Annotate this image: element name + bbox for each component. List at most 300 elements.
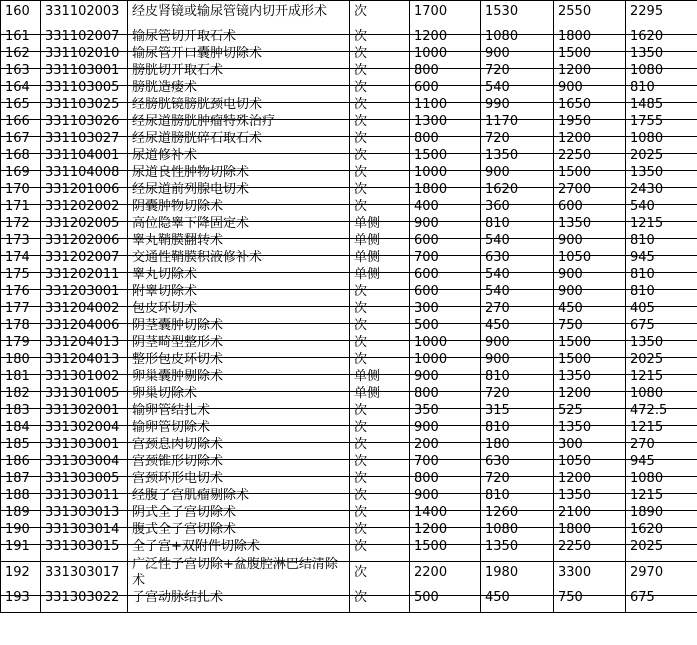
item-name-cell[interactable]: 经膀胱镜膀胱颈电切术	[128, 97, 350, 114]
price-4-cell[interactable]: 540	[626, 199, 697, 216]
row-number-cell[interactable]: 178	[1, 318, 41, 335]
item-name-cell[interactable]: 经腹子宫肌瘤剔除术	[128, 488, 350, 505]
price-1-cell[interactable]: 1700	[410, 0, 481, 29]
price-1-cell[interactable]: 1300	[410, 114, 481, 131]
item-code-cell[interactable]: 331303005	[41, 471, 128, 488]
price-1-cell[interactable]: 1000	[410, 165, 481, 182]
row-number-cell[interactable]: 167	[1, 131, 41, 148]
price-2-cell[interactable]: 720	[481, 63, 554, 80]
item-code-cell[interactable]: 331303001	[41, 437, 128, 454]
row-number-cell[interactable]: 181	[1, 369, 41, 386]
price-2-cell[interactable]: 540	[481, 80, 554, 97]
price-2-cell[interactable]: 1620	[481, 182, 554, 199]
item-name-cell[interactable]: 经尿道膀胱肿瘤特殊治疗	[128, 114, 350, 131]
price-2-cell[interactable]: 1350	[481, 539, 554, 556]
price-1-cell[interactable]: 800	[410, 386, 481, 403]
item-code-cell[interactable]: 331201006	[41, 182, 128, 199]
table-row[interactable]	[1, 539, 697, 556]
item-code-cell[interactable]: 331102003	[41, 0, 128, 29]
row-number-cell[interactable]: 163	[1, 63, 41, 80]
unit-cell[interactable]: 次	[350, 352, 410, 369]
row-number-cell[interactable]: 184	[1, 420, 41, 437]
price-3-cell[interactable]: 750	[554, 590, 626, 607]
price-4-cell[interactable]: 1350	[626, 165, 697, 182]
unit-cell[interactable]: 次	[350, 182, 410, 199]
price-2-cell[interactable]: 450	[481, 318, 554, 335]
price-3-cell[interactable]: 1350	[554, 369, 626, 386]
item-code-cell[interactable]: 331302004	[41, 420, 128, 437]
price-2-cell[interactable]: 450	[481, 590, 554, 607]
price-4-cell[interactable]: 1620	[626, 522, 697, 539]
price-4-cell[interactable]: 675	[626, 590, 697, 607]
price-3-cell[interactable]: 1500	[554, 46, 626, 63]
price-3-cell[interactable]: 1800	[554, 522, 626, 539]
price-4-cell[interactable]: 1080	[626, 386, 697, 403]
price-4-cell[interactable]: 810	[626, 233, 697, 250]
price-4-cell[interactable]: 1215	[626, 216, 697, 233]
price-2-cell[interactable]: 990	[481, 97, 554, 114]
price-4-cell[interactable]: 2295	[626, 0, 697, 29]
unit-cell[interactable]: 次	[350, 165, 410, 182]
row-number-cell[interactable]: 173	[1, 233, 41, 250]
item-code-cell[interactable]: 331202007	[41, 250, 128, 267]
table-row[interactable]	[1, 63, 697, 80]
price-4-cell[interactable]: 1080	[626, 471, 697, 488]
price-1-cell[interactable]: 700	[410, 250, 481, 267]
item-code-cell[interactable]: 331301005	[41, 386, 128, 403]
table-row[interactable]	[1, 250, 697, 267]
table-row[interactable]	[1, 199, 697, 216]
price-2-cell[interactable]: 1530	[481, 0, 554, 29]
price-1-cell[interactable]: 600	[410, 233, 481, 250]
price-4-cell[interactable]: 1215	[626, 420, 697, 437]
table-row[interactable]	[1, 590, 697, 607]
row-number-cell[interactable]: 161	[1, 29, 41, 46]
item-name-cell[interactable]: 高位隐睾下降固定术	[128, 216, 350, 233]
row-number-cell[interactable]: 179	[1, 335, 41, 352]
price-4-cell[interactable]: 405	[626, 301, 697, 318]
price-3-cell[interactable]: 1350	[554, 488, 626, 505]
price-2-cell[interactable]: 630	[481, 454, 554, 471]
table-row[interactable]	[1, 29, 697, 46]
price-2-cell[interactable]: 360	[481, 199, 554, 216]
item-name-cell[interactable]: 膀胱造瘘术	[128, 80, 350, 97]
unit-cell[interactable]: 次	[350, 522, 410, 539]
item-code-cell[interactable]: 331103026	[41, 114, 128, 131]
item-name-cell[interactable]: 尿道修补术	[128, 148, 350, 165]
price-3-cell[interactable]: 900	[554, 80, 626, 97]
price-1-cell[interactable]: 1100	[410, 97, 481, 114]
row-number-cell[interactable]: 172	[1, 216, 41, 233]
item-name-cell[interactable]: 输卵管切除术	[128, 420, 350, 437]
table-row[interactable]	[1, 505, 697, 522]
unit-cell[interactable]: 次	[350, 539, 410, 556]
price-3-cell[interactable]: 900	[554, 233, 626, 250]
unit-cell[interactable]: 单侧	[350, 216, 410, 233]
table-row[interactable]	[1, 454, 697, 471]
price-3-cell[interactable]: 1350	[554, 216, 626, 233]
price-1-cell[interactable]: 500	[410, 318, 481, 335]
price-3-cell[interactable]: 1500	[554, 352, 626, 369]
price-2-cell[interactable]: 900	[481, 46, 554, 63]
table-row[interactable]	[1, 301, 697, 318]
price-4-cell[interactable]: 2970	[626, 556, 697, 590]
price-4-cell[interactable]: 2025	[626, 352, 697, 369]
price-3-cell[interactable]: 300	[554, 437, 626, 454]
row-number-cell[interactable]: 168	[1, 148, 41, 165]
price-1-cell[interactable]: 600	[410, 284, 481, 301]
price-4-cell[interactable]: 945	[626, 454, 697, 471]
price-1-cell[interactable]: 1000	[410, 335, 481, 352]
price-2-cell[interactable]: 1260	[481, 505, 554, 522]
price-2-cell[interactable]: 180	[481, 437, 554, 454]
price-3-cell[interactable]: 1200	[554, 63, 626, 80]
table-row[interactable]	[1, 46, 697, 63]
price-3-cell[interactable]: 1500	[554, 165, 626, 182]
unit-cell[interactable]: 次	[350, 80, 410, 97]
price-3-cell[interactable]: 2550	[554, 0, 626, 29]
price-4-cell[interactable]: 2430	[626, 182, 697, 199]
row-number-cell[interactable]: 162	[1, 46, 41, 63]
row-number-cell[interactable]: 185	[1, 437, 41, 454]
price-4-cell[interactable]: 810	[626, 284, 697, 301]
price-2-cell[interactable]: 1350	[481, 148, 554, 165]
item-code-cell[interactable]: 331104008	[41, 165, 128, 182]
unit-cell[interactable]: 次	[350, 63, 410, 80]
item-name-cell[interactable]: 广泛性子宫切除+盆腹腔淋巴结清除术	[128, 556, 350, 590]
item-code-cell[interactable]: 331102007	[41, 29, 128, 46]
item-name-cell[interactable]: 阴囊肿物切除术	[128, 199, 350, 216]
row-number-cell[interactable]: 160	[1, 0, 41, 29]
price-4-cell[interactable]: 472.5	[626, 403, 697, 420]
table-row[interactable]	[1, 522, 697, 539]
item-code-cell[interactable]: 331202006	[41, 233, 128, 250]
table-row[interactable]	[1, 97, 697, 114]
item-code-cell[interactable]: 331203001	[41, 284, 128, 301]
unit-cell[interactable]: 次	[350, 420, 410, 437]
item-name-cell[interactable]: 宫颈锥形切除术	[128, 454, 350, 471]
price-1-cell[interactable]: 800	[410, 471, 481, 488]
item-name-cell[interactable]: 阴茎囊肿切除术	[128, 318, 350, 335]
price-3-cell[interactable]: 900	[554, 267, 626, 284]
unit-cell[interactable]: 单侧	[350, 233, 410, 250]
unit-cell[interactable]: 次	[350, 114, 410, 131]
price-1-cell[interactable]: 2200	[410, 556, 481, 590]
price-3-cell[interactable]: 2250	[554, 539, 626, 556]
price-2-cell[interactable]: 270	[481, 301, 554, 318]
price-3-cell[interactable]: 525	[554, 403, 626, 420]
table-row[interactable]	[1, 369, 697, 386]
price-2-cell[interactable]: 900	[481, 165, 554, 182]
item-name-cell[interactable]: 经尿道前列腺电切术	[128, 182, 350, 199]
table-row[interactable]	[1, 233, 697, 250]
price-4-cell[interactable]: 2025	[626, 148, 697, 165]
item-code-cell[interactable]: 331303022	[41, 590, 128, 607]
table-row[interactable]	[1, 352, 697, 369]
price-1-cell[interactable]: 1500	[410, 539, 481, 556]
item-name-cell[interactable]: 输尿管切开取石术	[128, 29, 350, 46]
table-row[interactable]	[1, 284, 697, 301]
price-4-cell[interactable]: 675	[626, 318, 697, 335]
row-number-cell[interactable]: 191	[1, 539, 41, 556]
table-row[interactable]	[1, 267, 697, 284]
price-4-cell[interactable]: 1350	[626, 335, 697, 352]
unit-cell[interactable]: 单侧	[350, 386, 410, 403]
price-1-cell[interactable]: 800	[410, 131, 481, 148]
price-1-cell[interactable]: 900	[410, 369, 481, 386]
row-number-cell[interactable]: 171	[1, 199, 41, 216]
price-4-cell[interactable]: 2025	[626, 539, 697, 556]
price-4-cell[interactable]: 1080	[626, 131, 697, 148]
unit-cell[interactable]: 次	[350, 318, 410, 335]
price-4-cell[interactable]: 810	[626, 80, 697, 97]
price-2-cell[interactable]: 810	[481, 216, 554, 233]
price-3-cell[interactable]: 600	[554, 199, 626, 216]
table-row[interactable]	[1, 131, 697, 148]
price-1-cell[interactable]: 1400	[410, 505, 481, 522]
price-1-cell[interactable]: 800	[410, 63, 481, 80]
price-3-cell[interactable]: 1200	[554, 386, 626, 403]
price-2-cell[interactable]: 810	[481, 420, 554, 437]
item-name-cell[interactable]: 卵巢切除术	[128, 386, 350, 403]
price-1-cell[interactable]: 1800	[410, 182, 481, 199]
row-number-cell[interactable]: 169	[1, 165, 41, 182]
price-3-cell[interactable]: 1200	[554, 471, 626, 488]
table-row[interactable]	[1, 80, 697, 97]
price-1-cell[interactable]: 1000	[410, 352, 481, 369]
row-number-cell[interactable]: 190	[1, 522, 41, 539]
price-1-cell[interactable]: 300	[410, 301, 481, 318]
price-2-cell[interactable]: 900	[481, 352, 554, 369]
price-3-cell[interactable]: 1050	[554, 250, 626, 267]
item-code-cell[interactable]: 331104001	[41, 148, 128, 165]
price-3-cell[interactable]: 900	[554, 284, 626, 301]
price-1-cell[interactable]: 1500	[410, 148, 481, 165]
unit-cell[interactable]: 次	[350, 505, 410, 522]
unit-cell[interactable]: 次	[350, 556, 410, 590]
item-name-cell[interactable]: 交通性鞘膜积液修补术	[128, 250, 350, 267]
price-3-cell[interactable]: 1050	[554, 454, 626, 471]
unit-cell[interactable]: 次	[350, 437, 410, 454]
price-4-cell[interactable]: 1755	[626, 114, 697, 131]
unit-cell[interactable]: 次	[350, 131, 410, 148]
price-1-cell[interactable]: 1200	[410, 29, 481, 46]
table-row[interactable]	[1, 403, 697, 420]
row-number-cell[interactable]: 175	[1, 267, 41, 284]
unit-cell[interactable]: 次	[350, 403, 410, 420]
unit-cell[interactable]: 次	[350, 97, 410, 114]
table-row[interactable]	[1, 437, 697, 454]
row-number-cell[interactable]: 183	[1, 403, 41, 420]
item-name-cell[interactable]: 经皮肾镜或输尿管镜内切开成形术	[128, 0, 350, 29]
item-name-cell[interactable]: 阴式全子宫切除术	[128, 505, 350, 522]
row-number-cell[interactable]: 174	[1, 250, 41, 267]
item-code-cell[interactable]: 331303015	[41, 539, 128, 556]
row-number-cell[interactable]: 188	[1, 488, 41, 505]
table-row[interactable]	[1, 386, 697, 403]
price-4-cell[interactable]: 945	[626, 250, 697, 267]
item-code-cell[interactable]: 331204013	[41, 335, 128, 352]
price-1-cell[interactable]: 900	[410, 420, 481, 437]
unit-cell[interactable]: 次	[350, 148, 410, 165]
row-number-cell[interactable]: 192	[1, 556, 41, 590]
unit-cell[interactable]: 次	[350, 0, 410, 29]
row-number-cell[interactable]: 187	[1, 471, 41, 488]
item-name-cell[interactable]: 阴茎畸型整形术	[128, 335, 350, 352]
item-name-cell[interactable]: 睾丸鞘膜翻转术	[128, 233, 350, 250]
item-name-cell[interactable]: 睾丸切除术	[128, 267, 350, 284]
table-row[interactable]	[1, 114, 697, 131]
row-number-cell[interactable]: 166	[1, 114, 41, 131]
price-4-cell[interactable]: 270	[626, 437, 697, 454]
item-name-cell[interactable]: 全子宫+双附件切除术	[128, 539, 350, 556]
price-3-cell[interactable]: 2100	[554, 505, 626, 522]
table-row[interactable]	[1, 182, 697, 199]
price-3-cell[interactable]: 1800	[554, 29, 626, 46]
item-name-cell[interactable]: 输尿管开口囊肿切除术	[128, 46, 350, 63]
unit-cell[interactable]: 次	[350, 488, 410, 505]
item-name-cell[interactable]: 宫颈环形电切术	[128, 471, 350, 488]
item-name-cell[interactable]: 膀胱切开取石术	[128, 63, 350, 80]
price-2-cell[interactable]: 1080	[481, 29, 554, 46]
item-name-cell[interactable]: 包皮环切术	[128, 301, 350, 318]
unit-cell[interactable]: 次	[350, 284, 410, 301]
item-code-cell[interactable]: 331302001	[41, 403, 128, 420]
item-name-cell[interactable]: 经尿道膀胱碎石取石术	[128, 131, 350, 148]
row-number-cell[interactable]: 193	[1, 590, 41, 607]
price-1-cell[interactable]: 900	[410, 488, 481, 505]
price-3-cell[interactable]: 450	[554, 301, 626, 318]
price-2-cell[interactable]: 720	[481, 131, 554, 148]
table-row[interactable]	[1, 488, 697, 505]
price-1-cell[interactable]: 900	[410, 216, 481, 233]
price-3-cell[interactable]: 1500	[554, 335, 626, 352]
price-4-cell[interactable]: 1485	[626, 97, 697, 114]
price-2-cell[interactable]: 540	[481, 233, 554, 250]
unit-cell[interactable]: 次	[350, 301, 410, 318]
item-code-cell[interactable]: 331303011	[41, 488, 128, 505]
item-code-cell[interactable]: 331204002	[41, 301, 128, 318]
row-number-cell[interactable]: 186	[1, 454, 41, 471]
item-code-cell[interactable]: 331103027	[41, 131, 128, 148]
price-1-cell[interactable]: 1200	[410, 522, 481, 539]
price-2-cell[interactable]: 720	[481, 471, 554, 488]
price-2-cell[interactable]: 1980	[481, 556, 554, 590]
price-3-cell[interactable]: 3300	[554, 556, 626, 590]
table-row[interactable]	[1, 556, 697, 590]
item-code-cell[interactable]: 331204013	[41, 352, 128, 369]
item-name-cell[interactable]: 尿道良性肿物切除术	[128, 165, 350, 182]
price-2-cell[interactable]: 810	[481, 369, 554, 386]
item-code-cell[interactable]: 331202005	[41, 216, 128, 233]
item-code-cell[interactable]: 331204006	[41, 318, 128, 335]
price-4-cell[interactable]: 1215	[626, 488, 697, 505]
table-row[interactable]	[1, 471, 697, 488]
table-row[interactable]	[1, 0, 697, 29]
price-2-cell[interactable]: 900	[481, 335, 554, 352]
row-number-cell[interactable]: 176	[1, 284, 41, 301]
price-2-cell[interactable]: 315	[481, 403, 554, 420]
row-number-cell[interactable]: 182	[1, 386, 41, 403]
table-row[interactable]	[1, 216, 697, 233]
price-3-cell[interactable]: 1200	[554, 131, 626, 148]
table-row[interactable]	[1, 165, 697, 182]
price-1-cell[interactable]: 600	[410, 80, 481, 97]
item-code-cell[interactable]: 331303017	[41, 556, 128, 590]
item-name-cell[interactable]: 腹式全子宫切除术	[128, 522, 350, 539]
price-2-cell[interactable]: 540	[481, 284, 554, 301]
row-number-cell[interactable]: 189	[1, 505, 41, 522]
price-3-cell[interactable]: 2250	[554, 148, 626, 165]
item-code-cell[interactable]: 331202002	[41, 199, 128, 216]
item-code-cell[interactable]: 331202011	[41, 267, 128, 284]
item-code-cell[interactable]: 331102010	[41, 46, 128, 63]
price-2-cell[interactable]: 720	[481, 386, 554, 403]
item-code-cell[interactable]: 331303004	[41, 454, 128, 471]
price-4-cell[interactable]: 1080	[626, 63, 697, 80]
price-1-cell[interactable]: 200	[410, 437, 481, 454]
unit-cell[interactable]: 次	[350, 199, 410, 216]
unit-cell[interactable]: 次	[350, 454, 410, 471]
row-number-cell[interactable]: 180	[1, 352, 41, 369]
row-number-cell[interactable]: 165	[1, 97, 41, 114]
price-4-cell[interactable]: 1620	[626, 29, 697, 46]
unit-cell[interactable]: 次	[350, 29, 410, 46]
price-3-cell[interactable]: 2700	[554, 182, 626, 199]
unit-cell[interactable]: 次	[350, 590, 410, 607]
row-number-cell[interactable]: 164	[1, 80, 41, 97]
unit-cell[interactable]: 次	[350, 471, 410, 488]
unit-cell[interactable]: 单侧	[350, 250, 410, 267]
table-row[interactable]	[1, 420, 697, 437]
price-3-cell[interactable]: 1350	[554, 420, 626, 437]
price-2-cell[interactable]: 540	[481, 267, 554, 284]
unit-cell[interactable]: 单侧	[350, 267, 410, 284]
table-row[interactable]	[1, 335, 697, 352]
price-1-cell[interactable]: 350	[410, 403, 481, 420]
table-row[interactable]	[1, 148, 697, 165]
item-name-cell[interactable]: 整形包皮环切术	[128, 352, 350, 369]
item-name-cell[interactable]: 子宫动脉结扎术	[128, 590, 350, 607]
price-3-cell[interactable]: 1950	[554, 114, 626, 131]
price-2-cell[interactable]: 1080	[481, 522, 554, 539]
unit-cell[interactable]: 次	[350, 46, 410, 63]
item-name-cell[interactable]: 附睾切除术	[128, 284, 350, 301]
price-2-cell[interactable]: 1170	[481, 114, 554, 131]
price-2-cell[interactable]: 630	[481, 250, 554, 267]
item-name-cell[interactable]: 宫颈息肉切除术	[128, 437, 350, 454]
price-1-cell[interactable]: 500	[410, 590, 481, 607]
price-1-cell[interactable]: 600	[410, 267, 481, 284]
item-code-cell[interactable]: 331103005	[41, 80, 128, 97]
price-3-cell[interactable]: 750	[554, 318, 626, 335]
price-4-cell[interactable]: 1350	[626, 46, 697, 63]
price-1-cell[interactable]: 400	[410, 199, 481, 216]
price-4-cell[interactable]: 1890	[626, 505, 697, 522]
item-code-cell[interactable]: 331301002	[41, 369, 128, 386]
row-number-cell[interactable]: 177	[1, 301, 41, 318]
unit-cell[interactable]: 次	[350, 335, 410, 352]
price-4-cell[interactable]: 1215	[626, 369, 697, 386]
price-4-cell[interactable]: 810	[626, 267, 697, 284]
price-2-cell[interactable]: 810	[481, 488, 554, 505]
row-number-cell[interactable]: 170	[1, 182, 41, 199]
table-row[interactable]	[1, 318, 697, 335]
price-3-cell[interactable]: 1650	[554, 97, 626, 114]
price-1-cell[interactable]: 700	[410, 454, 481, 471]
item-code-cell[interactable]: 331103025	[41, 97, 128, 114]
unit-cell[interactable]: 单侧	[350, 369, 410, 386]
